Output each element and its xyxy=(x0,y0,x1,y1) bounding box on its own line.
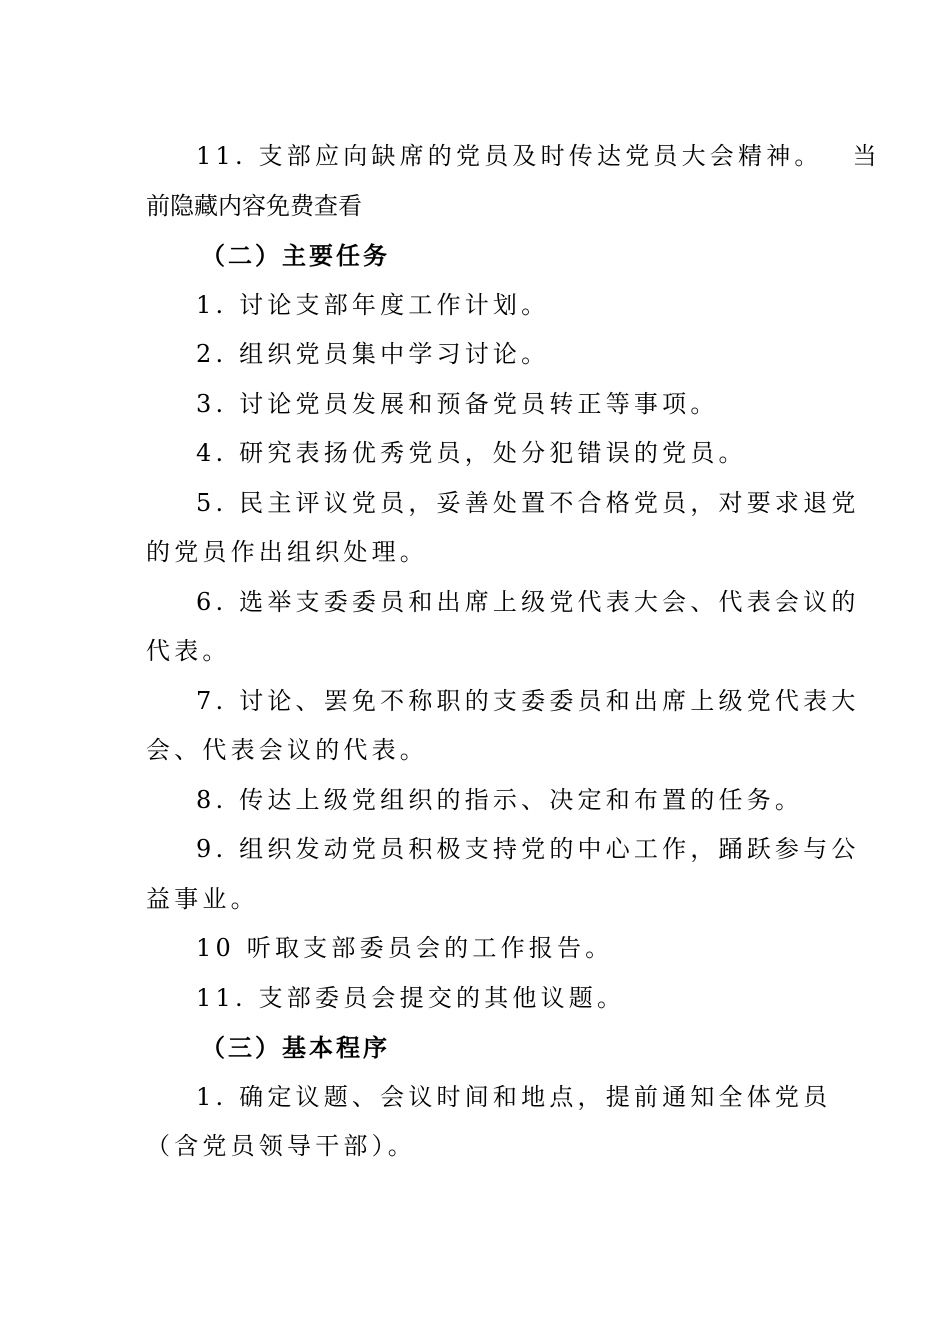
list-item: 11. 支部委员会提交的其他议题。 xyxy=(196,983,626,1012)
section-heading-main-tasks: （二）主要任务 xyxy=(201,241,390,270)
list-item-continuation: 会、代表会议的代表。 xyxy=(146,736,428,764)
list-item: 7. 讨论、罢免不称职的支委委员和出席上级党代表大 xyxy=(196,686,860,715)
list-item: 4. 研究表扬优秀党员，处分犯错误的党员。 xyxy=(196,439,747,467)
intro-line-1-tail: 当 xyxy=(852,142,881,170)
hidden-content-notice[interactable]: 前隐藏内容免费查看 xyxy=(146,191,362,220)
list-item: 5. 民主评议党员，妥善处置不合格党员，对要求退党 xyxy=(196,488,860,517)
list-item: 1. 讨论支部年度工作计划。 xyxy=(196,290,550,319)
list-item: 1. 确定议题、会议时间和地点，提前通知全体党员 xyxy=(196,1082,832,1111)
list-item-continuation: 代表。 xyxy=(146,637,231,665)
list-item-continuation: （含党员领导干部）。 xyxy=(146,1132,416,1160)
section-heading-basic-procedure: （三）基本程序 xyxy=(201,1033,390,1062)
list-item: 6. 选举支委委员和出席上级党代表大会、代表会议的 xyxy=(196,587,860,616)
list-item-continuation: 益事业。 xyxy=(146,884,259,913)
list-item-continuation: 的党员作出组织处理。 xyxy=(146,538,428,566)
list-item: 8. 传达上级党组织的指示、决定和布置的任务。 xyxy=(196,785,804,814)
list-item: 10 听取支部委员会的工作报告。 xyxy=(196,934,614,962)
paragraph-line xyxy=(146,182,804,232)
list-item: 3. 讨论党员发展和预备党员转正等事项。 xyxy=(196,389,719,418)
intro-line-1: 11. 支部应向缺席的党员及时传达党员大会精神。 xyxy=(196,142,823,170)
list-item: 2. 组织党员集中学习讨论。 xyxy=(196,340,550,368)
list-item: 9. 组织发动党员积极支持党的中心工作，踊跃参与公 xyxy=(196,835,860,863)
document-page xyxy=(146,132,881,1172)
paragraph-line xyxy=(146,132,881,182)
